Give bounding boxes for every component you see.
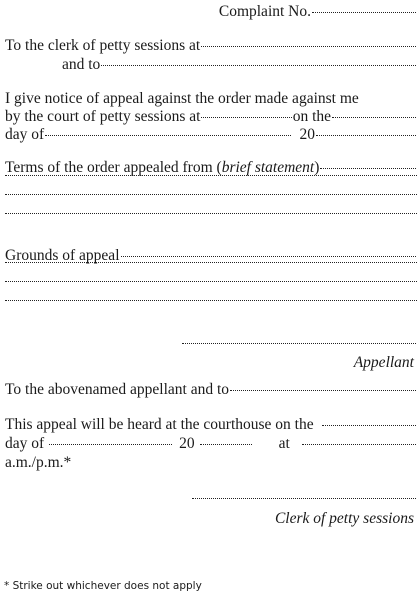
grounds-blank-1[interactable] [121, 256, 417, 257]
notice-day-blank[interactable] [332, 117, 416, 118]
to-appellant-blank[interactable] [230, 390, 416, 391]
hearing-text: This appeal will be heard at the courthouse on the [5, 416, 314, 433]
to-appellant-line [5, 380, 417, 400]
clerk-address-label: To the clerk of petty sessions at [5, 37, 201, 54]
terms-blank-line-4 [5, 216, 417, 236]
notice-on-the-label: on the [292, 108, 331, 125]
hearing-month-blank[interactable] [49, 444, 172, 445]
notice-court-blank[interactable] [201, 117, 291, 118]
to-appellant-label: To the abovenamed appellant and to [5, 381, 230, 398]
hearing-line-3 [5, 453, 417, 473]
notice-year-blank[interactable] [316, 135, 416, 136]
complaint-number-blank[interactable] [312, 12, 416, 13]
and-to-label: and to [62, 56, 101, 73]
grounds-blank-line-3 [5, 284, 417, 304]
terms-blank-line-2 [5, 178, 417, 198]
grounds-blank-line-4 [5, 303, 417, 323]
appellant-caption: Appellant [353, 354, 414, 371]
terms-blank-line-3 [5, 197, 417, 217]
terms-blank-4[interactable] [5, 213, 417, 214]
hearing-line-1 [5, 415, 417, 435]
clerk-signature-blank[interactable] [192, 498, 416, 499]
notice-line-3 [5, 125, 417, 145]
appellant-signature-blank[interactable] [182, 343, 416, 344]
grounds-blank-line-2 [5, 265, 417, 285]
hearing-year-blank[interactable] [200, 444, 252, 445]
and-to-blank[interactable] [101, 65, 416, 66]
complaint-number-label: Complaint No. [218, 3, 311, 20]
notice-court-label: by the court of petty sessions at [5, 108, 201, 125]
hearing-at-label: at [278, 435, 290, 452]
grounds-blank-4[interactable] [5, 300, 417, 301]
terms-blank-1[interactable] [320, 168, 416, 169]
hearing-day-blank[interactable] [322, 425, 416, 426]
ampm-label: a.m./p.m.* [5, 454, 72, 471]
grounds-label-line [5, 246, 417, 266]
clerk-court-blank[interactable] [201, 46, 416, 47]
hearing-time-blank[interactable] [302, 444, 416, 445]
footnote-text: * Strike out whichever does not apply [4, 580, 202, 592]
complaint-number-field [5, 2, 417, 22]
notice-year-prefix: 20 [299, 126, 315, 143]
hearing-day-of-label: day of [5, 435, 45, 452]
grounds-blank-3[interactable] [5, 281, 417, 282]
and-to-line [62, 55, 417, 75]
clerk-address-line [5, 36, 417, 56]
hearing-year-prefix: 20 [179, 435, 195, 452]
notice-line-1 [5, 89, 417, 109]
notice-day-of-label: day of [5, 126, 45, 143]
clerk-caption: Clerk of petty sessions [274, 510, 414, 527]
terms-label: Terms of the order appealed from (brief statement) [5, 159, 320, 176]
hearing-line-2 [5, 434, 417, 454]
terms-blank-2[interactable] [5, 175, 417, 176]
clerk-signature-block [192, 488, 416, 530]
appellant-signature-block [182, 333, 416, 375]
notice-line-2 [5, 107, 417, 127]
footnote-line [4, 578, 416, 594]
notice-month-blank[interactable] [45, 135, 290, 136]
grounds-blank-2[interactable] [5, 262, 417, 263]
notice-text-1: I give notice of appeal against the order made against me [5, 90, 359, 107]
terms-blank-3[interactable] [5, 194, 417, 195]
grounds-label: Grounds of appeal [5, 247, 120, 264]
